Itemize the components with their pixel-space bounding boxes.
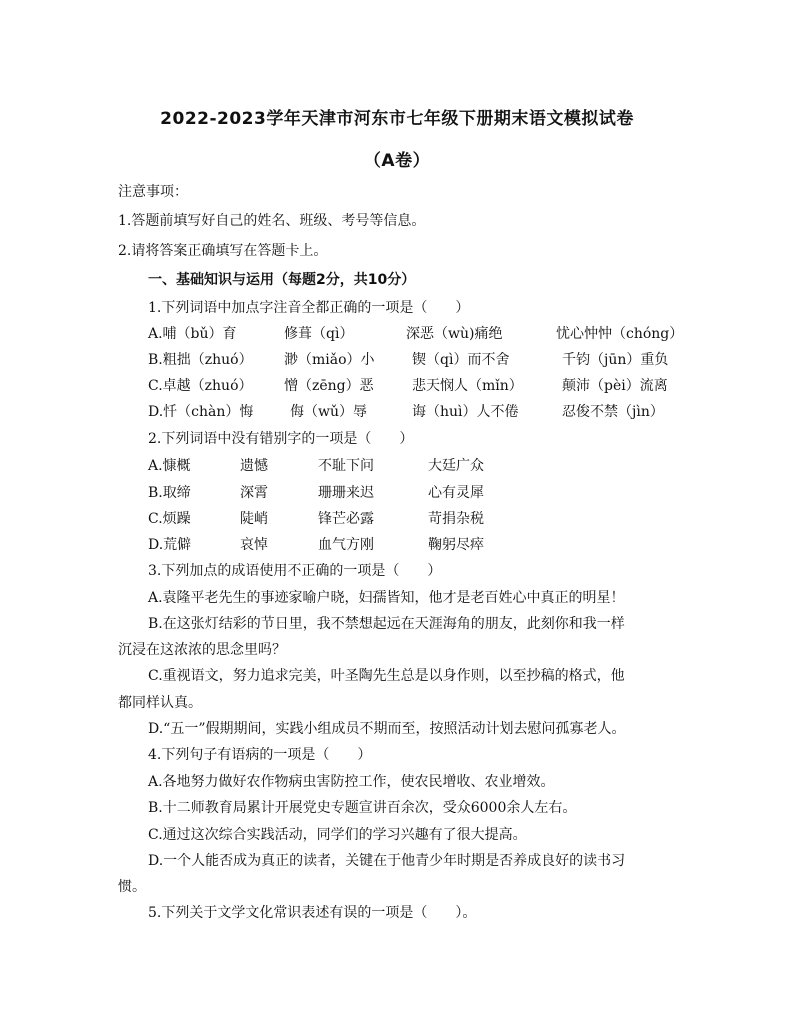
q2-option-d-word2: 哀悼 <box>240 537 268 553</box>
q3-option-c-line1: C.重视语文，努力追求完美，叶圣陶先生总是以身作则，以至抄稿的格式，他 <box>148 668 625 684</box>
q4-option-c: C.通过这次综合实践活动，同学们的学习兴趣有了很大提高。 <box>148 827 527 843</box>
q2-option-a-word3: 不耻下问 <box>318 458 374 474</box>
section-1-heading: 一、基础知识与运用（每题2分，共10分） <box>148 272 416 288</box>
q1-option-c-word3: 悲天悯人（mǐn） <box>412 378 523 394</box>
notice-item-1: 1.答题前填写好自己的姓名、班级、考号等信息。 <box>118 213 426 229</box>
q4-option-d-line2: 惯。 <box>118 879 146 895</box>
q2-option-b-word2: 深霄 <box>240 485 268 501</box>
exam-subtitle: （A卷） <box>363 151 431 171</box>
q2-option-d-word3: 血气方刚 <box>318 537 374 553</box>
q2-option-c-word3: 锋芒必露 <box>318 511 374 527</box>
q3-option-b-line2: 沉浸在这浓浓的思念里吗？ <box>118 642 286 658</box>
q3-option-c-line2: 都同样认真。 <box>118 695 202 711</box>
q2-option-c-word4: 苛捐杂税 <box>428 511 484 527</box>
q2-option-b-word4: 心有灵犀 <box>428 485 484 501</box>
notice-heading: 注意事项： <box>118 184 188 200</box>
q4-option-b: B.十二师教育局累计开展党史专题宣讲百余次，受众6000余人左右。 <box>148 800 577 816</box>
q4-option-a: A.各地努力做好农作物病虫害防控工作，使农民增收、农业增效。 <box>148 774 555 790</box>
q2-option-a-word4: 大廷广众 <box>428 458 484 474</box>
q1-option-d-word4: 忍俊不禁（jìn） <box>562 404 664 420</box>
q2-option-c-word2: 陡峭 <box>240 511 268 527</box>
q3-option-a: A.袁隆平老先生的事迹家喻户晓，妇孺皆知，他才是老百姓心中真正的明星！ <box>148 590 625 606</box>
q2-option-a-word2: 遗憾 <box>240 458 268 474</box>
q2-option-d-word4: 鞠躬尽瘁 <box>428 537 484 553</box>
q3-option-b-line1: B.在这张灯结彩的节日里，我不禁想起远在天涯海角的朋友，此刻你和我一样 <box>148 616 625 632</box>
q1-option-a-word4: 忧心忡忡（chóng） <box>556 326 684 342</box>
q1-option-b-word2: 渺（miǎo）小 <box>284 352 375 368</box>
notice-item-2: 2.请将答案正确填写在答题卡上。 <box>118 243 328 259</box>
q3-option-d: D.“五一”假期期间，实践小组成员不期而至，按照活动计划去慰问孤寡老人。 <box>148 721 626 737</box>
q1-option-a-word3: 深恶（wù)痛绝 <box>406 326 503 342</box>
q5-stem: 5.下列关于文学文化常识表述有误的一项是（ ）。 <box>148 905 477 921</box>
q1-option-c-word2: 憎（zēng）恶 <box>284 378 374 394</box>
q1-stem: 1.下列词语中加点字注音全都正确的一项是（ ） <box>148 300 470 316</box>
q2-option-b-word3: 珊珊来迟 <box>318 485 374 501</box>
q1-option-d-word3: 诲（huì）人不倦 <box>412 404 519 420</box>
q1-option-b-word1: B.粗拙（zhuó） <box>148 352 253 368</box>
q4-option-d-line1: D.一个人能否成为真正的读者，关键在于他青少年时期是否养成良好的读书习 <box>148 853 626 869</box>
q2-option-d-word1: D.荒僻 <box>148 537 192 553</box>
q1-option-c-word1: C.卓越（zhuó） <box>148 378 253 394</box>
q2-option-c-word1: C.烦躁 <box>148 511 191 527</box>
q1-option-a-word1: A.哺（bǔ）育 <box>148 326 237 342</box>
q2-option-b-word1: B.取缔 <box>148 485 191 501</box>
q1-option-d-word1: D.忏（chàn）悔 <box>148 404 254 420</box>
q3-stem: 3.下列加点的成语使用不正确的一项是（ ） <box>148 563 442 579</box>
q4-stem: 4.下列句子有语病的一项是（ ） <box>148 747 372 763</box>
exam-title: 2022-2023学年天津市河东市七年级下册期末语文模拟试卷 <box>160 109 634 129</box>
q2-stem: 2.下列词语中没有错别字的一项是（ ） <box>148 431 414 447</box>
q1-option-c-word4: 颠沛（pèi）流离 <box>562 378 668 394</box>
q1-option-b-word3: 锲（qì）而不舍 <box>412 352 510 368</box>
q1-option-a-word2: 修葺（qì） <box>284 326 354 342</box>
q1-option-d-word2: 侮（wǔ）辱 <box>290 404 367 420</box>
q1-option-b-word4: 千钧（jūn）重负 <box>562 352 669 368</box>
q2-option-a-word1: A.慷概 <box>148 458 191 474</box>
